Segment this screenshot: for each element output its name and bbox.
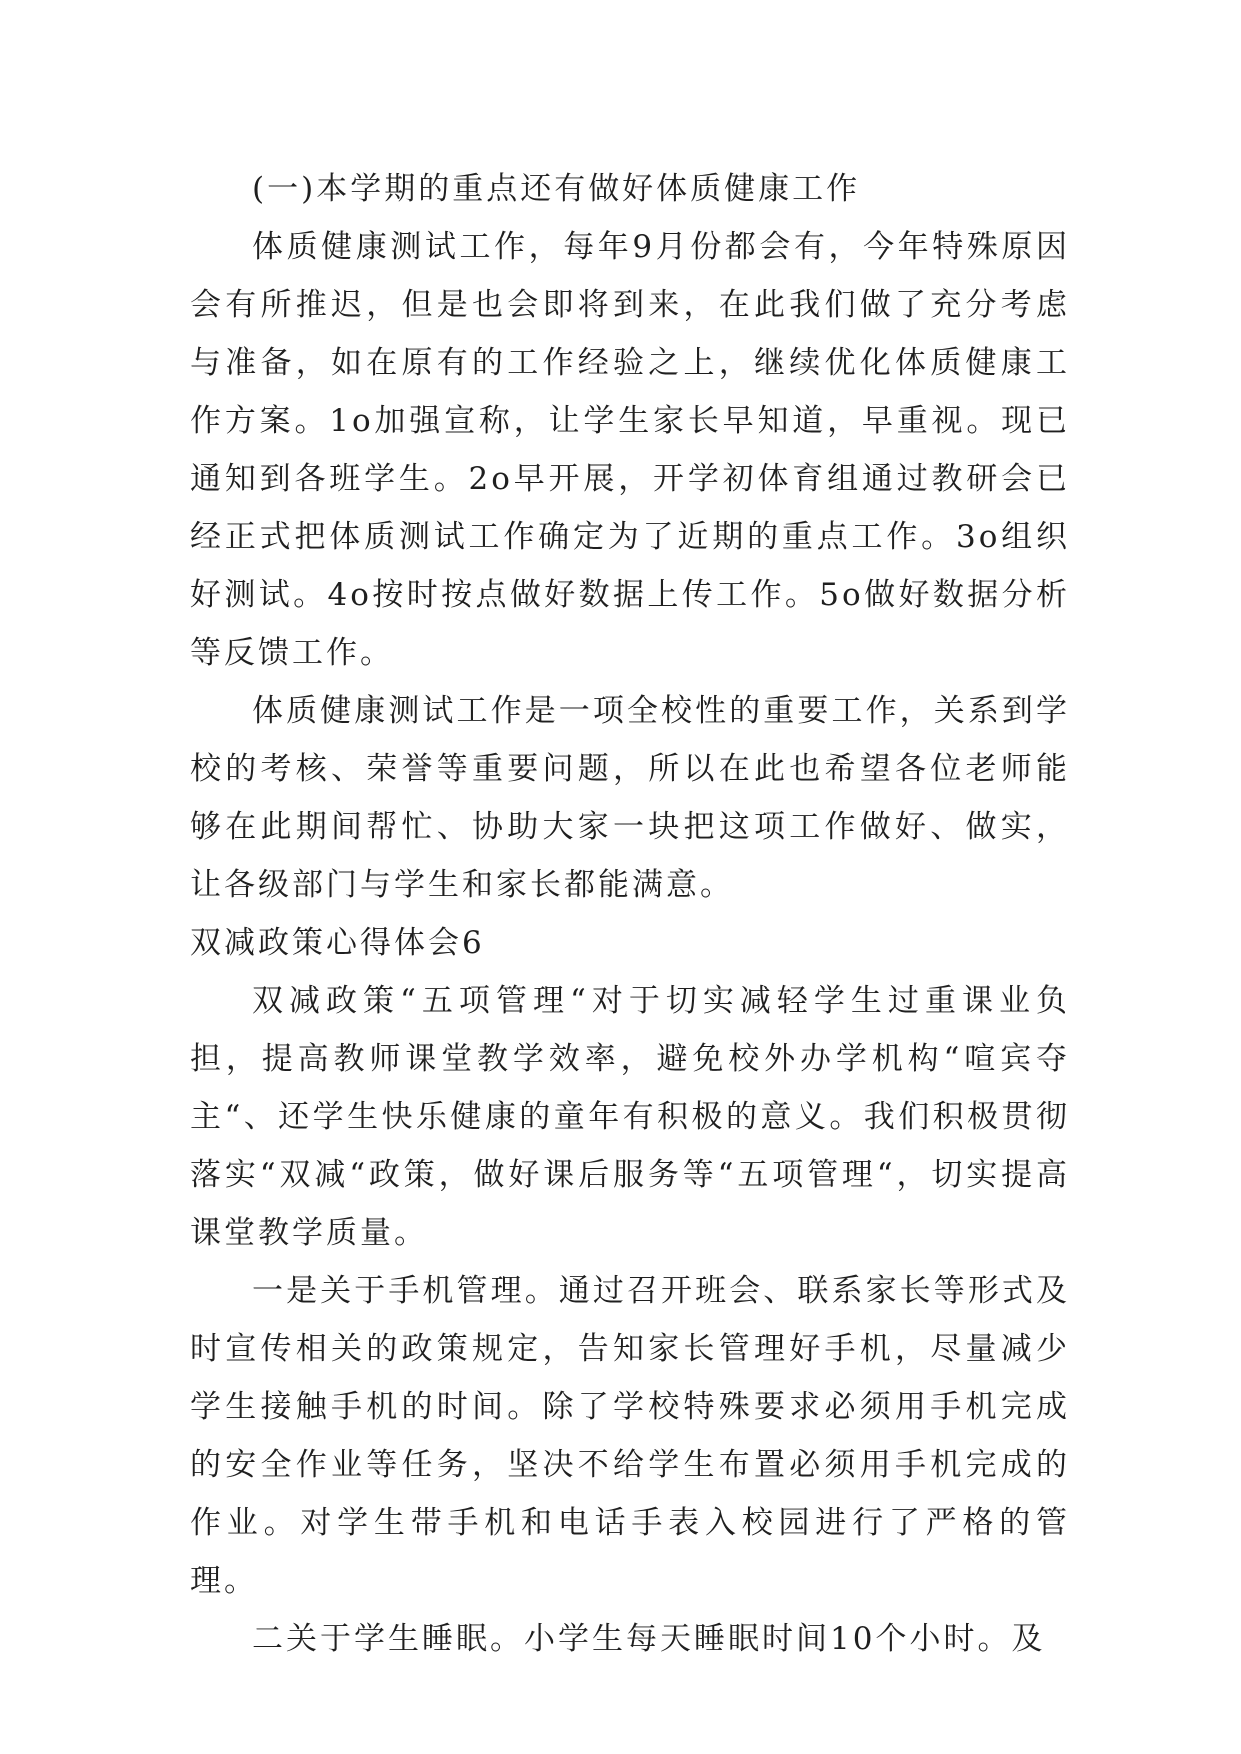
paragraph: 双减政策“五项管理“对于切实减轻学生过重课业负担，提高教师课堂教学效率，避免校外办学机构“喧宾夺主“、还学生快乐健康的童年有积极的意义。我们积极贯彻落实“双减“政策，做好课后服务等“五项管理“，切实提高课堂教学质量。 bbox=[190, 983, 1070, 1251]
document-body bbox=[190, 160, 1070, 1668]
paragraph: 体质健康测试工作，每年9月份都会有，今年特殊原因会有所推迟，但是也会即将到来，在此我们做了充分考虑与准备，如在原有的工作经验之上，继续优化体质健康工作方案。1o加强宣称，让学生家长早知道，早重视。现已通知到各班学生。2o早开展，开学初体育组通过教研会已经正式把体质测试工作确定为了近期的重点工作。3o组织好测试。4o按时按点做好数据上传工作。5o做好数据分析等反馈工作。 bbox=[190, 229, 1070, 671]
section-heading: 双减政策心得体会6 bbox=[190, 925, 485, 961]
section-subheading: (一)本学期的重点还有做好体质健康工作 bbox=[252, 171, 861, 207]
paragraph: 体质健康测试工作是一项全校性的重要工作，关系到学校的考核、荣誉等重要问题，所以在此也希望各位老师能够在此期间帮忙、协助大家一块把这项工作做好、做实，让各级部门与学生和家长都能满意。 bbox=[190, 693, 1070, 903]
paragraph: 二关于学生睡眠。小学生每天睡眠时间10个小时。及 bbox=[252, 1621, 1046, 1657]
paragraph: 一是关于手机管理。通过召开班会、联系家长等形式及时宣传相关的政策规定，告知家长管理好手机，尽量减少学生接触手机的时间。除了学校特殊要求必须用手机完成的安全作业等任务，坚决不给学生布置必须用手机完成的作业。对学生带手机和电话手表入校园进行了严格的管理。 bbox=[190, 1273, 1070, 1599]
